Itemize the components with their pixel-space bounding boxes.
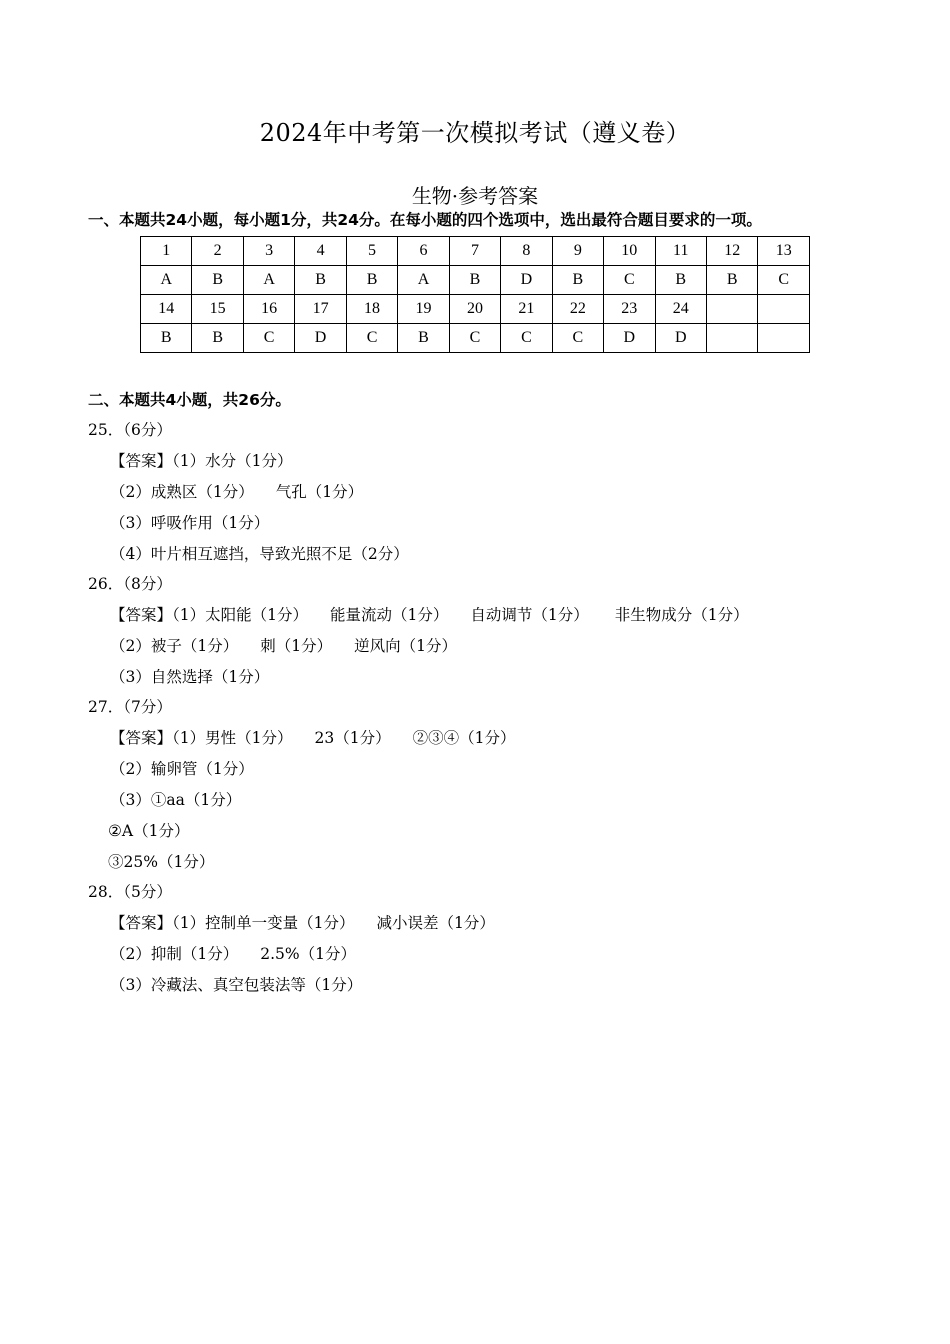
table-cell	[706, 295, 757, 324]
q26-answer-1c: 自动调节（1分）	[470, 606, 589, 624]
table-cell: B	[141, 324, 192, 353]
q26-answer-2c: 逆风向（1分）	[354, 637, 457, 655]
table-cell: A	[141, 266, 192, 295]
table-row	[141, 324, 810, 353]
table-cell: 6	[398, 237, 449, 266]
table-cell: 14	[141, 295, 192, 324]
table-cell: B	[706, 266, 757, 295]
q26-answer-1b: 能量流动（1分）	[329, 606, 449, 624]
q28-answer-2a: （2）抑制（1分）	[110, 945, 239, 963]
table-cell: 9	[552, 237, 603, 266]
q28-answer-2b: 2.5%（1分）	[260, 945, 356, 963]
q27-answer-1	[110, 726, 515, 748]
table-cell: C	[604, 266, 655, 295]
q26-heading: 26．（8分）	[88, 575, 172, 593]
q28-answer-1	[110, 911, 495, 933]
q26-answer-1d: 非生物成分（1分）	[614, 606, 749, 624]
answer-table	[140, 236, 810, 353]
q28-answer-2	[110, 942, 356, 964]
table-cell: 12	[706, 237, 757, 266]
q27-answer-3: （3）①aa（1分）	[110, 791, 242, 809]
table-cell	[706, 324, 757, 353]
q25-answer-4: （4）叶片相互遮挡，导致光照不足（2分）	[110, 545, 409, 563]
table-cell: 20	[449, 295, 500, 324]
table-cell: 18	[346, 295, 397, 324]
table-cell	[758, 324, 810, 353]
table-cell: 17	[295, 295, 346, 324]
q26-answer-2	[110, 634, 457, 656]
q25-answer-1: 【答案】（1）水分（1分）	[110, 452, 293, 470]
table-cell: D	[655, 324, 706, 353]
q26-answer-2a: （2）被子（1分）	[110, 637, 239, 655]
q27-answer-1c: ②③④（1分）	[412, 729, 516, 747]
q26-answer-1a: 【答案】（1）太阳能（1分）	[110, 606, 308, 624]
table-cell: 19	[398, 295, 449, 324]
table-cell: B	[449, 266, 500, 295]
table-cell: 22	[552, 295, 603, 324]
table-cell: B	[398, 324, 449, 353]
q25-answer-3: （3）呼吸作用（1分）	[110, 514, 270, 532]
table-row	[141, 295, 810, 324]
q28-heading: 28．（5分）	[88, 883, 172, 901]
table-cell: B	[192, 266, 243, 295]
table-cell: C	[552, 324, 603, 353]
q25-answer-2b: 气孔（1分）	[275, 483, 364, 501]
table-cell: 11	[655, 237, 706, 266]
table-cell: 24	[655, 295, 706, 324]
table-cell: 8	[501, 237, 552, 266]
table-cell: D	[295, 324, 346, 353]
table-cell: C	[449, 324, 500, 353]
q27-answer-4: ②A（1分）	[108, 822, 190, 840]
table-cell: B	[295, 266, 346, 295]
q28-answer-1b: 减小误差（1分）	[376, 914, 495, 932]
page-title: 2024年中考第一次模拟考试（遵义卷）	[259, 119, 691, 147]
q27-answer-1a: 【答案】（1）男性（1分）	[110, 729, 293, 747]
q28-answer-1a: 【答案】（1）控制单一变量（1分）	[110, 914, 355, 932]
q26-answer-1	[110, 603, 749, 625]
q27-heading: 27．（7分）	[88, 698, 172, 716]
table-cell: 3	[243, 237, 294, 266]
table-cell: 2	[192, 237, 243, 266]
table-cell: 10	[604, 237, 655, 266]
table-cell: B	[655, 266, 706, 295]
table-cell: C	[346, 324, 397, 353]
table-row	[141, 266, 810, 295]
q25-heading: 25．（6分）	[88, 421, 172, 439]
q28-answer-3: （3）冷藏法、真空包装法等（1分）	[110, 976, 363, 994]
table-cell: 5	[346, 237, 397, 266]
q26-answer-2b: 刺（1分）	[260, 637, 333, 655]
table-cell: C	[243, 324, 294, 353]
q27-answer-5: ③25%（1分）	[108, 853, 215, 871]
table-cell: A	[398, 266, 449, 295]
table-cell: C	[758, 266, 810, 295]
table-cell: 13	[758, 237, 810, 266]
table-cell: B	[192, 324, 243, 353]
page-subtitle: 生物·参考答案	[411, 184, 539, 208]
q26-answer-3: （3）自然选择（1分）	[110, 668, 270, 686]
table-cell: D	[501, 266, 552, 295]
table-cell: 23	[604, 295, 655, 324]
section-1-heading: 一、本题共24小题，每小题1分，共24分。在每小题的四个选项中，选出最符合题目要求的一项。	[88, 211, 762, 229]
table-row	[141, 237, 810, 266]
table-cell: D	[604, 324, 655, 353]
table-cell: C	[501, 324, 552, 353]
table-cell: B	[552, 266, 603, 295]
q27-answer-2: （2）输卵管（1分）	[110, 760, 254, 778]
table-cell: 21	[501, 295, 552, 324]
table-cell: B	[346, 266, 397, 295]
table-cell: A	[243, 266, 294, 295]
q25-answer-2a: （2）成熟区（1分）	[110, 483, 254, 501]
table-cell	[758, 295, 810, 324]
table-cell: 16	[243, 295, 294, 324]
table-cell: 1	[141, 237, 192, 266]
q25-answer-2	[110, 480, 363, 502]
table-cell: 15	[192, 295, 243, 324]
section-2-heading: 二、本题共4小题，共26分。	[88, 391, 291, 409]
table-cell: 4	[295, 237, 346, 266]
table-cell: 7	[449, 237, 500, 266]
q27-answer-1b: 23（1分）	[314, 729, 391, 747]
